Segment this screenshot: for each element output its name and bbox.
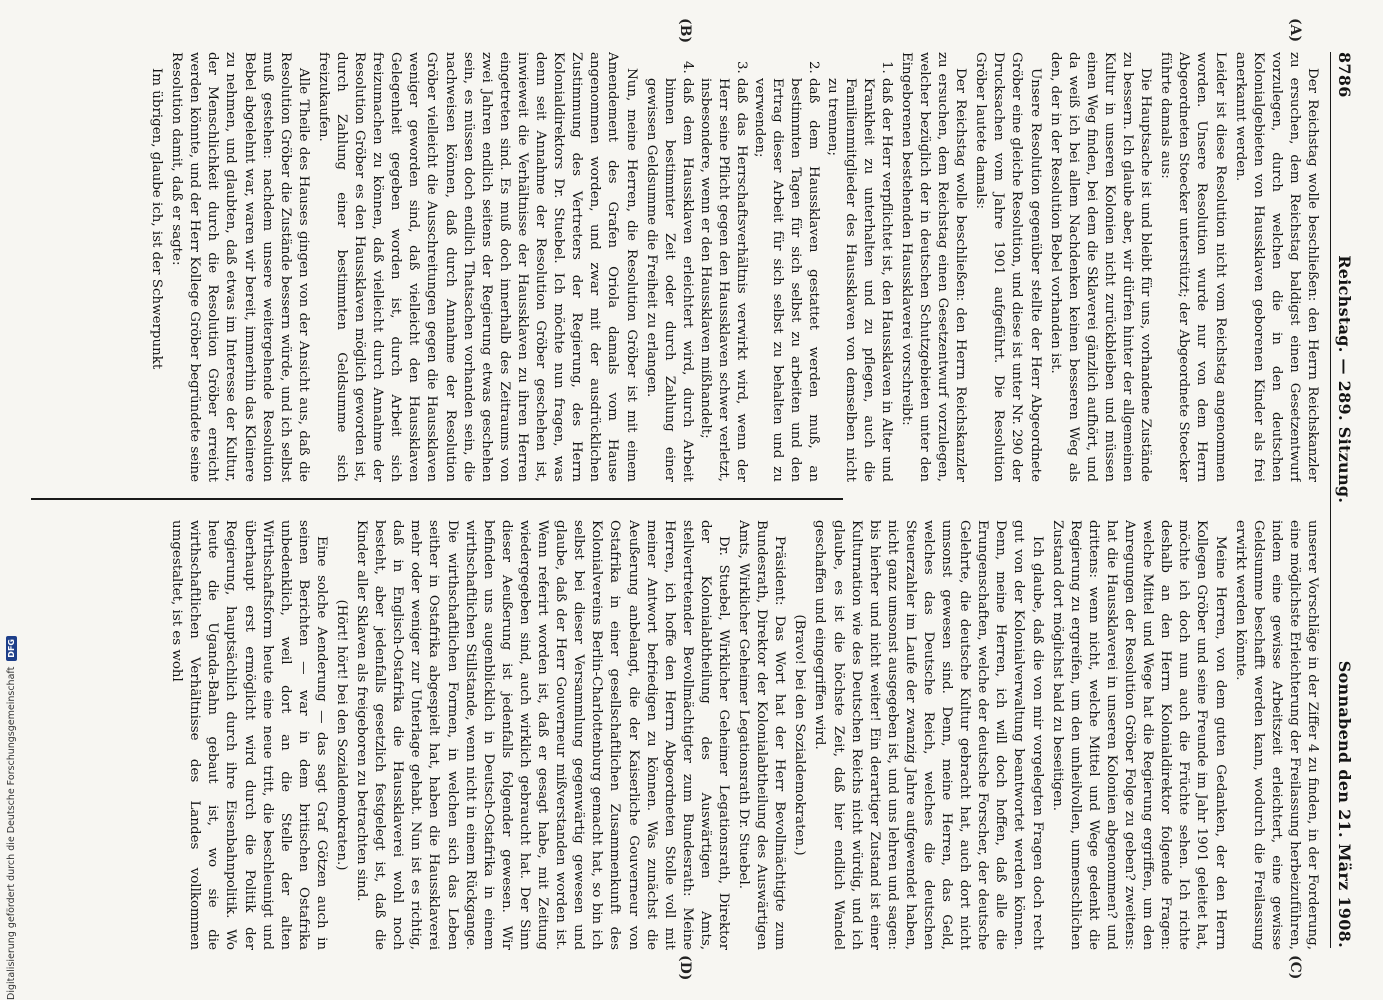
paragraph: Nun, meine Herren, die Resolution Gröber ist mit einem Amendement des Grafen Oriola damals vom Hause angenommen worden, und zwar mit der ausdrücklichen Zustimmung des Vertreters der Regierung, des Herrn Kolonialdirektors Dr. Stuebel. Ich möchte nun fragen, was denn seit Annahme der Resolution Gröber geschehen ist, inwieweit die Verhältnisse der Haussklaven zu ihren Herren eingetreten sind. Es muß doch innerhalb des Zeitraums von zwei Jahren endlich seitens der Regierung etwas geschehen sein, es müssen doch endlich Thatsachen vorhanden sein, die nachweisen können, daß durch Annahme der Resolution Gröber vielleicht die Ausschreitungen gegen die Haussklaven weniger geworden sind, daß vielleicht den Haussklaven Gelegenheit gegeben worden ist, durch Arbeit sich freizumachen zu können, daß vielleicht durch Annahme der Resolution Gröber es den Haussklaven möglich geworden ist, durch Zahlung einer bestimmten Geldsumme sich freizukaufen. <box>315 52 639 482</box>
quotation: Im übrigen, glaube ich, ist der Schwerpunkt <box>149 68 165 370</box>
margin-mark-d: (D) <box>677 955 693 981</box>
paragraph: Eine solche Aenderung — das sagt Graf Götzen auch in seinen Berichten — war in dem britischen Ostafrika unbedenklich, weil dort an die Stelle der alten Wirthschaftsform heute eine neue tritt, die beschleunigt und überhaupt erst ermöglicht wird durch die Politik der Regierung, hauptsächlich durch ihre Eisenbahnpolitik. Wo heute die Uganda-Bahn gebaut ist, wo sie die wirthschaftlichen Verhältnisse des Landes vollkommen umgestaltet, ist es wohl <box>169 520 329 950</box>
page-number: 8786 <box>1335 52 1354 98</box>
list-item: 1. daß der Herr verpflichtet ist, den Haussklaven in Alter und Krankheit zu unterhalten und zu pflegen, auch die Familienmitglieder des Haussklaven von demselben nicht zu trennen; <box>822 78 894 482</box>
dfg-logo: DFG <box>6 636 17 661</box>
paragraph: Unsere Resolution gegenüber stellte der Herr Abgeordnete Gröber eine gleiche Resolution, und diese ist unter Nr. 290 der Drucksachen vom Jahre 1901 aufgeführt. Die Resolution Gröber lautete damals: <box>973 52 1043 482</box>
digitization-credit <box>6 0 17 1000</box>
page-header <box>1330 52 1365 948</box>
paragraph: Der Reichstag wolle beschließen: den Herrn Reichskanzler zu ersuchen, dem Reichstag baldigst einen Gesetzentwurf vorzulegen, durch welchen die in den deutschen Kolonialgebieten von Haussklaven geborenen Kinder als frei anerkannt werden. <box>1232 52 1320 482</box>
quotation: Der Reichstag wolle beschließen: den Herrn Reichskanzler zu ersuchen, dem Reichstag einen Gesetzentwurf vorzulegen, welcher bezüglich der in deutschen Schutzgebieten unter den Eingeborenen bestehenden Haussklaverei vorschreibt: <box>898 52 969 482</box>
paragraph: Meine Herren, von dem guten Gedanken, der den Herrn Kollegen Gröber und seine Freunde im Jahr 1901 geleitet hat, möchte ich doch nun auch die Früchte sehen. Ich richte deshalb an den Herrn Kolonialdirektor folgende Fragen: welche Mittel und Wege hat die Regierung ergriffen, um den Anregungen der Resolution Gröber Folge zu geben? zweitens: hat die Haussklaverei in unseren Kolonien abgenommen? und drittens: wenn nicht, welche Mittel und Wege gedenkt die Regierung zu ergreifen, um den unheilvollen, unmenschlichen Zustand dort möglichst bald zu beseitigen. <box>1049 520 1228 950</box>
right-text-column <box>31 520 1321 950</box>
interjection: (Hört! hört! bei den Sozialdemokraten.) <box>334 599 350 871</box>
quotation: Die Hauptsache ist und bleibt für uns, vorhandene Zustände zu bessern. Ich glaube aber, wir dürfen hinter der allgemeinen Kultur in unseren Kolonien nicht zurückbleiben und müssen einen Weg finden, bei dem die Sklaverei gänzlich aufhört, und da weiß ich bei allem Nachdenken keinen besseren Weg als den, der in der Resolution Bebel vorhanden ist. <box>1047 52 1154 482</box>
paragraph: Alle Theile des Hauses gingen von der Ansicht aus, daß die Resolution Gröber die Zustände bessern würde, und ich selbst muß gestehen: nachdem unsere weitergehende Resolution Bebel abgelehnt war, waren wir bereit, immerhin das Kleinere zu nehmen, und glaubten, daß etwas im Interesse der Kultur, der Menschlichkeit durch die Resolution Gröber erreicht werden könnte, und der Herr Kollege Gröber begründete seine Resolution damit, daß er sagte: <box>169 52 311 482</box>
left-text-column <box>31 52 1321 482</box>
paragraph: Leider ist diese Resolution nicht vom Reichstag angenommen worden. Unsere Resolution wurde nur von dem Herrn Abgeordneten Stoecker unterstützt; der Abgeordnete Stoecker führte damals aus: <box>1158 52 1228 482</box>
list-item: 3. daß das Herrschaftsverhältnis verwirkt wird, wenn der Herr seine Pflicht gegen den Haussklaven schwer verletzt, insbesondere, wenn er den Haussklaven mißhandelt; <box>696 78 750 482</box>
credit-text: Digitalisierung gefördert durch die Deutsche Forschungsgemeinschaft <box>6 666 17 1000</box>
speaker-paragraph: Präsident: Das Wort hat der Herr Bevollmächtigte zum Bundesrath, Direktor der Kolonialabtheilung des Auswärtigen Amts, Wirklicher Geheimer Legationsrath Dr. Stuebel. <box>736 520 788 950</box>
paragraph: unserer Vorschläge in der Ziffer 4 zu finden, in der Forderung, eine möglichste Erleichterung der Freilassung herbeizuführen, indem eine gewisse Arbeitszeit erleichtert, eine gewisse Geldsumme beschafft werden kann, wodurch die Freilassung erwirkt werden könnte. <box>1232 520 1320 950</box>
running-title: Reichstag. — 289. Sitzung. <box>1335 255 1354 504</box>
list-item: 2. daß dem Haussklaven gestattet werden muß, an bestimmten Tagen für sich selbst zu arbeiten und den Ertrag dieser Arbeit für sich selbst zu behalten und zu verwenden; <box>750 78 822 482</box>
column-divider <box>31 498 843 500</box>
resolution-list <box>642 52 895 482</box>
margin-mark-a: (A) <box>1287 18 1303 43</box>
interjection: (Bravo! bei den Sozialdemokraten.) <box>792 614 808 856</box>
speaker-paragraph: Dr. Stuebel, Wirklicher Geheimer Legationsrath, Direktor der Kolonialabtheilung des Auswärtigen Amts, stellvertretender Bevollmächtigter zum Bundesrath: Meine Herren, ich hoffe den Herrn Abgeordneten Stolle voll mit meiner Antwort befriedigen zu können. Was zunächst die Aeußerung anbelangt, die der Kaiserliche Gouverneur von Ostafrika in einer gesellschaftlichen Zusammenkunft des Kolonialvereins Berlin-Charlottenburg gemacht hat, so bin ich selbst bei dieser Versammlung gegenwärtig gewesen und glaube, daß der Herr Gouverneur mißverstanden worden ist. Wenn referirt worden ist, daß er gesagt habe, mit Zeitung wiedergegeben sind, auch wirklich gebraucht hat. Der Sinn dieser Aeußerung ist jedenfalls folgender gewesen. Wir befinden uns augenblicklich in Deutsch-Ostafrika in einem wirthschaftlichen Stillstande, wenn nicht in einem Rückgange. Die wirthschaftlichen Formen, in welchen sich das Leben seither in Ostafrika abgespielt hat, haben die Haussklaverei mehr oder weniger zur Unterlage gehabt. Nun ist es richtig, daß in Englisch-Ostafrika die Haussklaverei wohl noch besteht, aber jedenfalls gesetzlich festgelegt ist, daß die Kinder aller Sklaven als freigeboren zu betrachten sind. <box>354 520 731 950</box>
session-date: Sonnabend den 21. März 1908. <box>1335 660 1354 948</box>
margin-mark-c: (C) <box>1287 955 1303 980</box>
paragraph: Ich glaube, daß die von mir vorgelegten Fragen doch recht gut von der Kolonialverwaltung beantwortet werden können. Denn, meine Herren, ich will doch hoffen, daß alle die Erungenschaften, welche der deutsche Forscher, der deutsche Gelehrte, die deutsche Kultur gebracht hat, auch dort nicht umsonst gewesen sind. Denn, meine Herren, das Geld, welches das Deutsche Reich, welches die deutschen Steuerzahler im Laufe der zwanzig Jahre aufgewendet haben, nicht ganz umsonst ausgegeben ist, und uns lehren und sagen: bis hierher und nicht weiter! Ein derartiger Zustand ist einer Kulturnation wie des Deutschen Reichs nicht würdig, und ich glaube, es ist die höchste Zeit, daß hier endlich Wandel geschaffen und eingegriffen wird. <box>812 520 1045 950</box>
margin-mark-b: (B) <box>677 18 693 44</box>
list-item: 4. daß dem Haussklaven erleichtert wird, durch Arbeit binnen bestimmter Zeit oder durch Zahlung einer gewissen Geldsumme die Freiheit zu erlangen. <box>642 78 696 482</box>
